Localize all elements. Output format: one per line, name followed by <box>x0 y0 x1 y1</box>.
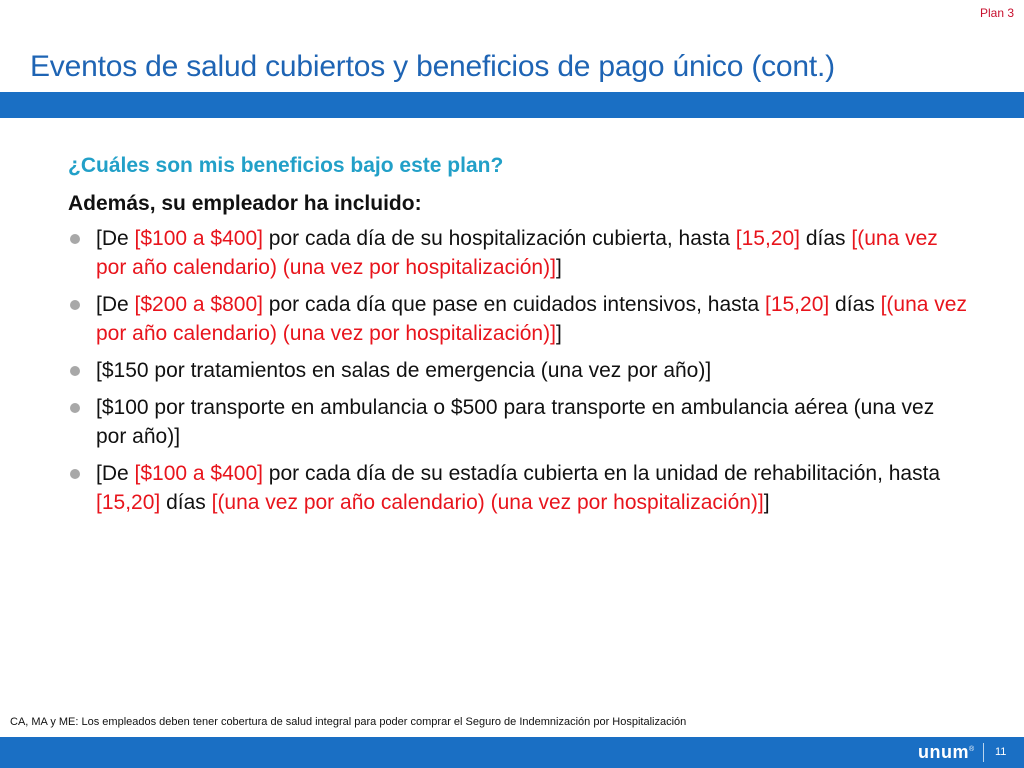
bullet-dot-icon <box>70 366 80 376</box>
variable-amount: [$100 a $400] <box>134 227 263 250</box>
benefit-text: por cada día que pase en cuidados intensivos, hasta <box>262 293 765 316</box>
benefit-text: [De <box>96 227 135 250</box>
variable-days: [15,20] <box>735 227 801 250</box>
benefit-text: [De <box>96 462 135 485</box>
logo-text: unum <box>918 742 969 762</box>
variable-days: [15,20] <box>96 491 161 514</box>
bullet-dot-icon <box>70 300 80 310</box>
footer-divider <box>983 743 984 762</box>
benefits-list <box>68 224 968 517</box>
section-question: ¿Cuáles son mis beneficios bajo este plan? <box>68 154 504 177</box>
benefit-emergency-room <box>68 356 968 385</box>
benefit-text: ] <box>555 256 562 279</box>
plan-tag: Plan 3 <box>979 6 1014 20</box>
slide-content <box>68 154 968 525</box>
benefit-text: ] <box>763 491 770 514</box>
benefit-intensive-care <box>68 290 968 348</box>
bullet-dot-icon <box>70 234 80 244</box>
benefit-text: días <box>800 227 852 250</box>
benefit-text: [$150 por tratamientos en salas de emergencia (una vez por año)] <box>96 359 712 382</box>
bullet-dot-icon <box>70 403 80 413</box>
benefit-ambulance <box>68 393 968 451</box>
benefit-rehabilitation <box>68 459 968 517</box>
variable-frequency: [(una vez por año calendario) (una vez por hospitalización)] <box>96 227 938 279</box>
benefit-hospitalization <box>68 224 968 282</box>
slide-title: Eventos de salud cubiertos y beneficios de pago único (cont.) <box>30 50 835 83</box>
benefit-text: ] <box>555 322 562 345</box>
bullet-dot-icon <box>70 469 80 479</box>
page-number: 11 <box>995 746 1007 758</box>
benefit-text: días <box>160 491 212 514</box>
benefit-text: por cada día de su hospitalización cubierta, hasta <box>262 227 736 250</box>
benefit-text: [$100 por transporte en ambulancia o $500 para transporte en ambulancia aérea (una vez por año)] <box>96 396 935 448</box>
lead-text: Además, su empleador ha incluido: <box>68 192 422 215</box>
registered-mark: ® <box>969 746 975 753</box>
unum-logo-icon <box>918 742 975 763</box>
variable-frequency: [(una vez por año calendario) (una vez por hospitalización)] <box>211 491 764 514</box>
variable-amount: [$200 a $800] <box>134 293 263 316</box>
footer-bar <box>0 737 1024 768</box>
title-bar <box>0 92 1024 118</box>
benefit-text: [De <box>96 293 135 316</box>
footnote: CA, MA y ME: Los empleados deben tener cobertura de salud integral para poder comprar el Seguro de Indemnización por Hospitalización <box>10 716 687 728</box>
benefit-text: días <box>829 293 881 316</box>
benefit-text: por cada día de su estadía cubierta en la unidad de rehabilitación, hasta <box>262 462 941 485</box>
variable-frequency: [(una vez por año calendario) (una vez por hospitalización)] <box>96 293 967 345</box>
variable-days: [15,20] <box>764 293 830 316</box>
variable-amount: [$100 a $400] <box>134 462 263 485</box>
